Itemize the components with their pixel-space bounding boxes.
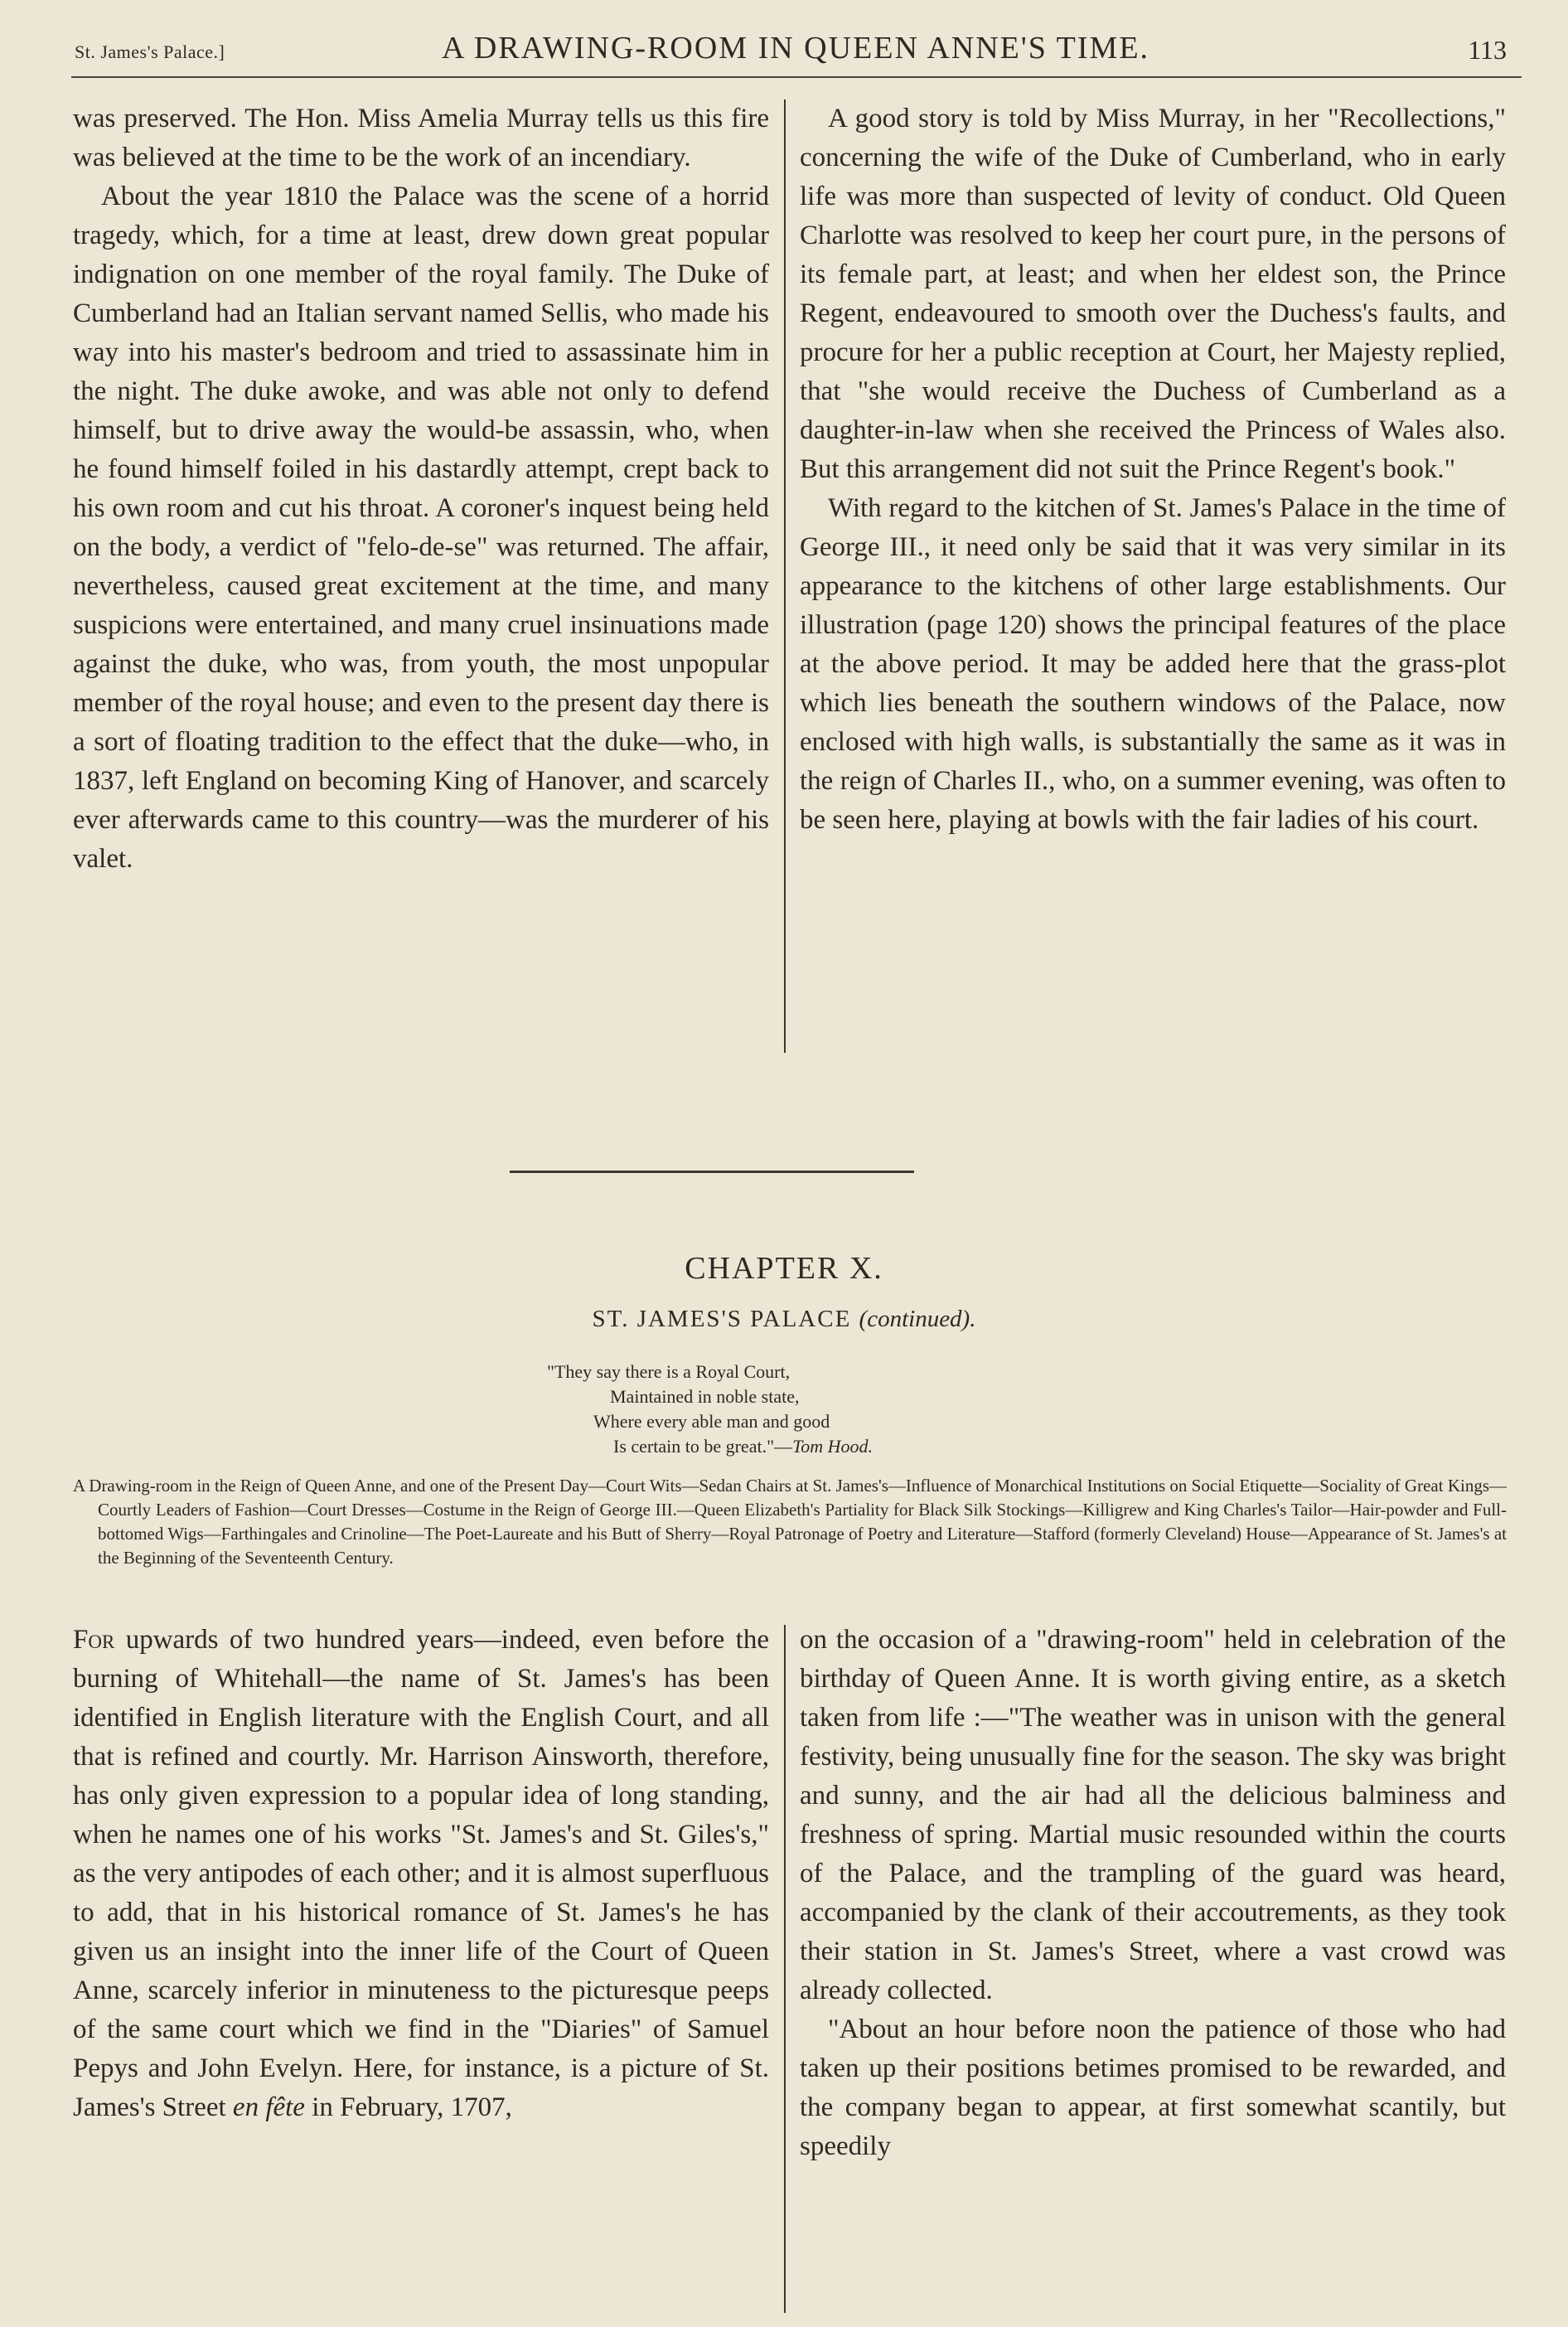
running-header	[75, 30, 1517, 76]
epigraph-line: Is certain to be great."—	[613, 1436, 793, 1457]
paragraph: on the occasion of a "drawing-room" held in celebration of the birthday of Queen Anne. It is worth giving entire, as a sketch taken from life :—"The weather was in unison with the general festivity, being unusually fine for the season. The sky was bright and sunny, and the air had all the delicious balminess and freshness of spring. Martial music resounded within the courts of the Palace, and the trampling of the guard was heard, accompanied by the clank of their accoutrements, as they took their station in St. James's Street, where a vast crowd was already collected.	[800, 1625, 1506, 2005]
paragraph	[73, 1621, 769, 2127]
paragraph: A good story is told by Miss Murray, in her "Recollections," concerning the wife of the Duke of Cumberland, who in early life was more than suspected of levity of conduct. Old Queen Charlotte was resolved to keep her court pure, in the persons of its female part, at least; and when her eldest son, the Prince Regent, endeavoured to smooth over the Duchess's faults, and procure for her a public reception at Court, her Majesty replied, that "she would receive the Duchess of Cumberland as a daughter-in-law when she received the Princess of Wales also. But this arrangement did not suit the Prince Regent's book."	[800, 104, 1506, 484]
chapter-subtitle	[0, 1306, 1568, 1333]
lead-word: For	[73, 1625, 115, 1655]
chapter-subtitle-note: (continued).	[859, 1306, 976, 1332]
header-section-label: St. James's Palace.]	[75, 41, 225, 62]
epigraph-attribution: Tom Hood.	[792, 1436, 874, 1457]
page-number: 113	[1468, 35, 1507, 65]
section-divider	[510, 1171, 914, 1173]
column-rule	[784, 99, 786, 1053]
column-rule	[784, 1625, 786, 2313]
chapter-title: CHAPTER X.	[685, 1251, 883, 1286]
top-left-column	[73, 99, 769, 879]
italic-phrase: en fête	[232, 2092, 305, 2122]
paragraph: About the year 1810 the Palace was the scene of a horrid tragedy, which, for a time at least, drew down great popular indignation on one member of the royal family. The Duke of Cumberland had an Italian servant named Sellis, who made his way into his master's bedroom and tried to assassinate him in the night. The duke awoke, and was able not only to defend himself, but to drive away the would-be assassin, who, when he found himself foiled in his dastardly attempt, crept back to his own room and cut his throat. A coroner's inquest being held on the body, a verdict of "felo-de-se" was returned. The affair, nevertheless, caused great excitement at the time, and many suspicions were entertained, and many cruel insinuations made against the duke, who was, from youth, the most unpopular member of the royal house; and even to the present day there is a sort of floating tradition to the effect that the duke—who, in 1837, left England on becoming King of Hanover, and scarcely ever afterwards came to this country—was the murderer of his valet.	[73, 182, 769, 874]
epigraph-line: Where every able man and good	[593, 1411, 830, 1432]
paragraph: was preserved. The Hon. Miss Amelia Murray tells us this fire was believed at the time to be the work of an incendiary.	[73, 104, 769, 172]
epigraph-line: Maintained in noble state,	[610, 1386, 800, 1407]
paragraph: "About an hour before noon the patience of those who had taken up their positions betimes promised to be rewarded, and the company began to appear, at first somewhat scantily, but speedily	[800, 2014, 1506, 2161]
epigraph-last-line	[547, 1434, 1127, 1459]
paragraph: With regard to the kitchen of St. James's Palace in the time of George III., it need only be said that it was very similar in its appearance to the kitchens of other large establishments. Our illustration (page 120) shows the principal features of the place at the above period. It may be added here that the grass-plot which lies beneath the southern windows of the Palace, now enclosed with high walls, is substantially the same as it was in the reign of Charles II., who, on a summer evening, was often to be seen here, playing at bowls with the fair ladies of his court.	[800, 493, 1506, 835]
top-right-column	[800, 99, 1506, 840]
epigraph	[547, 1360, 1127, 1459]
paragraph-end: in February, 1707,	[304, 2092, 512, 2122]
header-rule	[71, 76, 1522, 78]
epigraph-line: "They say there is a Royal Court,	[547, 1361, 791, 1382]
header-title: A DRAWING-ROOM IN QUEEN ANNE'S TIME.	[441, 31, 1150, 65]
chapter-synopsis: A Drawing-room in the Reign of Queen Anne, and one of the Present Day—Court Wits—Sedan Chairs at St. James's—Influence of Monarchical Institutions on Social Etiquette—Sociality of Great Kings—Courtly Leaders of Fashion—Court Dresses—Costume in the Reign of George III.—Queen Elizabeth's Partiality for Black Silk Stockings—Killigrew and King Charles's Tailor—Hair-powder and Full-bottomed Wigs—Farthingales and Crinoline—The Poet-Laureate and his Butt of Sherry—Royal Patronage of Poetry and Literature—Stafford (formerly Cleveland) House—Appearance of St. James's at the Beginning of the Seventeenth Century.	[73, 1476, 1507, 1568]
bottom-left-column	[73, 1621, 769, 2127]
paragraph-text: upwards of two hundred years—indeed, even before the burning of Whitehall—the name of St. James's has been identified in English literature with the English Court, and all that is refined and courtly. Mr. Harrison Ainsworth, therefore, has only given expression to a popular idea of long standing, when he names one of his works "St. James's and St. Giles's," as the very antipodes of each other; and it is almost superfluous to add, that in his historical romance of St. James's he has given us an insight into the inner life of the Court of Queen Anne, scarcely inferior in minuteness to the picturesque peeps of the same court which we find in the "Diaries" of Samuel Pepys and John Evelyn. Here, for instance, is a picture of St. James's Street	[73, 1625, 769, 2122]
chapter-subtitle-text: ST. JAMES'S PALACE	[592, 1306, 852, 1332]
bottom-right-column	[800, 1621, 1506, 2166]
